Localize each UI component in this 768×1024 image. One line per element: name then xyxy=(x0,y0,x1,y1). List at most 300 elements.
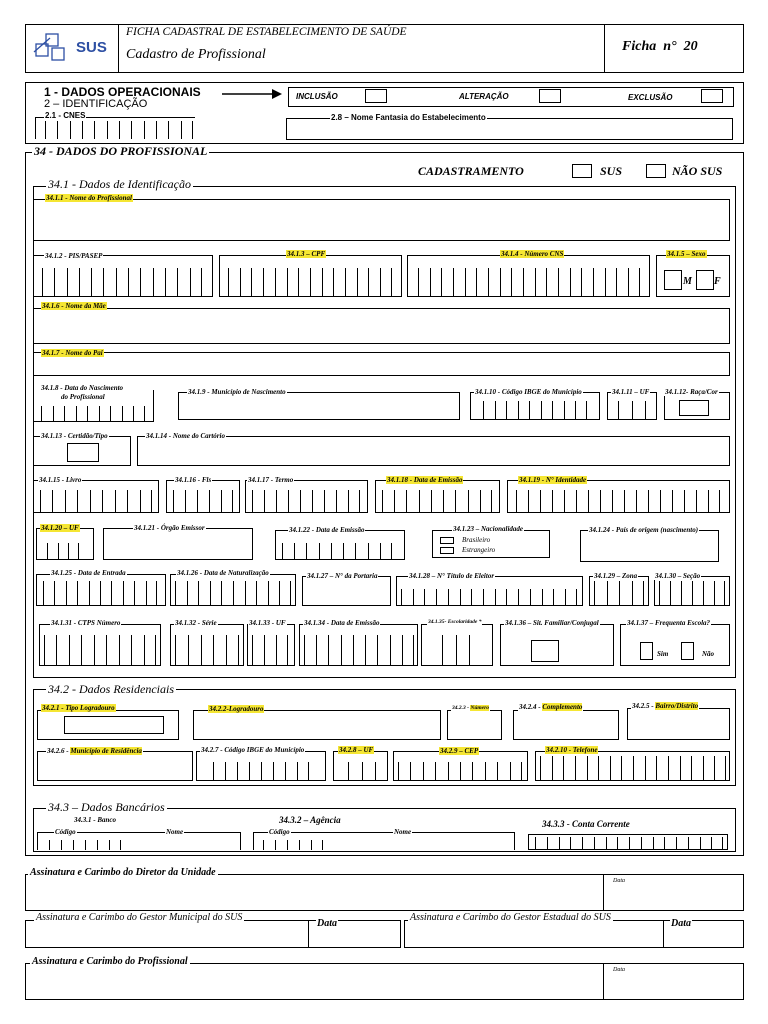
digit-cell xyxy=(570,837,582,849)
municipio-nascimento-label: 34.1.9 - Município de Nascimento xyxy=(188,388,286,396)
sexo-label: 34.1.5 – Sexo xyxy=(667,250,706,258)
digit-cell xyxy=(58,543,69,559)
digit-cell xyxy=(541,401,553,419)
digit-cell xyxy=(540,756,552,780)
digit-cell xyxy=(53,406,65,422)
digit-cell xyxy=(275,268,287,296)
digit-cell xyxy=(109,840,121,850)
digit-cell xyxy=(276,490,288,512)
digit-cell xyxy=(61,840,73,850)
digit-cell xyxy=(598,756,610,780)
digit-cell xyxy=(442,635,456,665)
digit-cell xyxy=(153,268,165,296)
assinatura-gestor-municipal-label: Assinatura e Carimbo do Gestor Municipal do SUS xyxy=(36,912,243,923)
digit-cell xyxy=(249,762,261,780)
digit-cell xyxy=(333,268,345,296)
brasileiro-label xyxy=(461,536,491,544)
digit-cell xyxy=(681,581,692,605)
logradouro-field[interactable] xyxy=(193,710,441,740)
numero-portaria-label: 34.1.27 – N° da Portaria xyxy=(307,572,378,580)
digit-cell xyxy=(353,635,365,665)
estrangeiro-label xyxy=(461,546,496,554)
digit-cell xyxy=(69,635,81,665)
digit-cell xyxy=(703,581,714,605)
numero-label xyxy=(451,704,490,712)
digit-cell xyxy=(64,406,76,422)
digit-cell xyxy=(528,490,540,512)
data-emissao-34-field[interactable] xyxy=(299,624,418,666)
nacionalidade-label: 34.1.23 – Nacionalidade xyxy=(453,525,523,533)
digit-cell xyxy=(299,840,311,850)
digit-cell xyxy=(472,762,484,780)
digit-cell xyxy=(298,268,310,296)
digit-cell xyxy=(497,762,509,780)
digit-cell xyxy=(94,635,106,665)
data-emissao-18-label: 34.1.18 - Data de Emissão xyxy=(387,476,463,484)
bairro-field[interactable] xyxy=(627,708,730,740)
digit-cell xyxy=(448,589,460,605)
uf-ctps-label: 34.1.33 - UF xyxy=(249,619,286,627)
sim-checkbox[interactable] xyxy=(640,642,653,660)
digit-cell xyxy=(264,490,276,512)
assinatura-gestor-estadual-box[interactable] xyxy=(404,920,744,948)
digit-cell xyxy=(456,635,470,665)
digit-cell xyxy=(225,762,237,780)
data-naturalizacao-field[interactable] xyxy=(170,574,296,606)
digit-cell xyxy=(288,490,300,512)
banco-nome-label: Nome xyxy=(166,828,184,836)
cpf-field[interactable] xyxy=(219,255,402,297)
digit-cell xyxy=(52,490,64,512)
agencia-nome-label: Nome xyxy=(394,828,412,836)
uf-identidade-label: 34.1.20 – UF xyxy=(41,524,79,532)
digit-cell xyxy=(228,268,240,296)
situacao-familiar-input[interactable] xyxy=(531,640,559,662)
fls-label: 34.1.16 - Fls xyxy=(175,476,212,484)
uf-residencia-label: 34.2.8 – UF xyxy=(339,746,374,754)
data-nascimento-label-2: do Profissional xyxy=(61,393,105,401)
form-subtitle: Cadastro de Profissional xyxy=(126,47,266,62)
digit-cell xyxy=(632,581,645,605)
digit-cell xyxy=(237,762,249,780)
digit-cell xyxy=(310,268,322,296)
cnes-label: 2.1 - CNES xyxy=(45,111,86,120)
raca-cor-label: 34.1.12- Raça/Cor xyxy=(665,388,718,396)
digit-cell xyxy=(357,268,369,296)
digit-cell xyxy=(664,837,676,849)
orgao-emissor-label: 34.1.21 - Órgão Emissor xyxy=(134,524,205,532)
digit-cell xyxy=(565,589,577,605)
digit-cell xyxy=(57,121,69,139)
serie-field[interactable] xyxy=(170,624,244,666)
digit-cell xyxy=(564,490,576,512)
digit-cell xyxy=(636,490,648,512)
digit-cell xyxy=(76,406,88,422)
digit-cell xyxy=(540,490,552,512)
digit-cell xyxy=(714,756,726,780)
digit-cell xyxy=(684,490,696,512)
municipio-residencia-text: Município de Residência xyxy=(70,747,142,755)
digit-cell xyxy=(67,268,79,296)
digit-cell xyxy=(668,756,680,780)
raca-cor-input[interactable] xyxy=(679,400,709,416)
conta-corrente-field[interactable] xyxy=(528,834,728,850)
assinatura-profissional-label: Assinatura e Carimbo do Profissional xyxy=(32,956,188,967)
uf-identidade-field[interactable] xyxy=(36,528,94,560)
digit-cell xyxy=(197,490,209,512)
digit-cell xyxy=(134,581,145,605)
zona-label: 34.1.29 – Zona xyxy=(594,572,638,580)
digit-cell xyxy=(263,268,275,296)
digit-cell xyxy=(628,268,640,296)
orgao-emissor-field[interactable] xyxy=(103,528,253,560)
gestor-estadual-divider xyxy=(663,920,664,948)
digit-cell xyxy=(500,268,512,296)
digit-cell xyxy=(648,490,660,512)
digit-cell xyxy=(465,268,477,296)
digit-cell xyxy=(73,840,85,850)
digit-cell xyxy=(311,840,323,850)
digit-cell xyxy=(245,581,257,605)
numero-portaria-field[interactable] xyxy=(302,576,391,606)
digit-cell xyxy=(535,268,547,296)
digit-cell xyxy=(322,268,334,296)
digit-cell xyxy=(594,837,606,849)
digit-cell xyxy=(468,490,480,512)
digit-cell xyxy=(418,268,430,296)
digit-cell xyxy=(401,589,413,605)
digit-cell xyxy=(700,837,712,849)
assinatura-diretor-box[interactable] xyxy=(25,874,744,911)
digit-cell xyxy=(144,121,156,139)
secao-label: 34.1.30 – Seção xyxy=(655,572,701,580)
data-nascimento-label-1: 34.1.8 - Data do Nascimento xyxy=(41,384,124,392)
digit-cell xyxy=(123,581,134,605)
bairro-label xyxy=(631,702,699,710)
complemento-label-prefix: 34.2.4 - xyxy=(519,703,541,711)
digit-cell xyxy=(365,635,377,665)
digit-cell xyxy=(672,490,684,512)
digit-cell xyxy=(563,756,575,780)
digit-cell xyxy=(436,589,448,605)
digit-cell xyxy=(581,268,593,296)
pais-origem-field[interactable] xyxy=(580,530,719,562)
digit-cell xyxy=(610,756,622,780)
digit-cell xyxy=(476,268,488,296)
digit-cell xyxy=(213,635,226,665)
digit-cell xyxy=(575,756,587,780)
digit-cell xyxy=(276,635,288,665)
cadastramento-label: CADASTRAMENTO xyxy=(418,164,524,178)
alteracao-checkbox[interactable] xyxy=(539,89,561,103)
telefone-field[interactable] xyxy=(535,751,730,781)
banco-codigo-label: Código xyxy=(55,828,76,836)
gestor-municipal-data: Data xyxy=(317,918,337,929)
exclusao-checkbox[interactable] xyxy=(701,89,723,103)
digit-cell xyxy=(368,543,380,559)
municipio-nascimento-field[interactable] xyxy=(178,392,460,420)
assinatura-profissional-box[interactable] xyxy=(25,963,744,1000)
digit-cell xyxy=(221,581,233,605)
ibge-municipio-field[interactable] xyxy=(470,392,600,420)
digit-cell xyxy=(226,635,239,665)
estrangeiro-checkbox[interactable] xyxy=(440,547,454,554)
digit-cell xyxy=(616,268,628,296)
digit-cell xyxy=(348,490,360,512)
assinatura-profissional-divider xyxy=(603,963,604,1000)
nao-sus-checkbox[interactable] xyxy=(646,164,666,178)
digit-cell xyxy=(377,635,389,665)
digit-cell xyxy=(263,840,275,850)
assinatura-gestor-municipal-box[interactable] xyxy=(25,920,401,948)
uf-ctps-field[interactable] xyxy=(247,624,295,666)
brasileiro-checkbox[interactable] xyxy=(440,537,454,544)
digit-cell xyxy=(618,401,632,419)
digit-cell xyxy=(380,268,392,296)
digit-cell xyxy=(542,589,554,605)
digit-cell xyxy=(511,268,523,296)
digit-cell xyxy=(402,635,414,665)
digit-cell xyxy=(510,762,522,780)
assinatura-diretor-data: Data xyxy=(613,878,625,884)
digit-cell xyxy=(297,762,309,780)
numero-identidade-field[interactable] xyxy=(507,480,730,513)
digit-cell xyxy=(708,490,720,512)
digit-cell xyxy=(564,401,576,419)
assinatura-diretor-label: Assinatura e Carimbo do Diretor da Unidade xyxy=(30,867,216,878)
digit-cell xyxy=(516,490,528,512)
digit-cell xyxy=(77,490,89,512)
nome-fantasia-label: 2.8 – Nome Fantasia do Estabelecimento xyxy=(331,113,486,122)
municipio-residencia-field[interactable] xyxy=(37,751,193,781)
livro-field[interactable] xyxy=(33,480,159,513)
digit-cell xyxy=(606,837,618,849)
digit-cell xyxy=(282,543,294,559)
data-naturalizacao-label: 34.1.26 - Data de Naturalização xyxy=(177,569,269,577)
gestor-estadual-data: Data xyxy=(671,918,691,929)
sus-logo xyxy=(32,30,112,66)
titulo-eleitor-field[interactable] xyxy=(396,576,583,606)
data-emissao-22-field[interactable] xyxy=(275,530,405,560)
termo-label: 34.1.17 - Termo xyxy=(248,476,294,484)
digit-cell xyxy=(645,756,657,780)
identificacao-title: 34.1 - Dados de Identificação xyxy=(48,177,191,191)
digit-cell xyxy=(261,762,273,780)
digit-cell xyxy=(617,837,629,849)
digit-cell xyxy=(691,756,703,780)
complemento-field[interactable] xyxy=(513,710,619,740)
digit-cell xyxy=(688,837,700,849)
residenciais-title: 34.2 - Dados Residenciais xyxy=(48,682,174,696)
sexo-f-checkbox[interactable] xyxy=(696,270,714,290)
digit-cell xyxy=(287,840,299,850)
bairro-label-prefix: 34.2.5 - xyxy=(632,702,654,710)
digit-cell xyxy=(410,762,422,780)
digit-cell xyxy=(343,543,355,559)
digit-cell xyxy=(140,490,152,512)
digit-cell xyxy=(362,762,376,780)
digit-cell xyxy=(188,635,201,665)
numero-label-prefix: 34.2.3 - xyxy=(452,705,469,711)
digit-cell xyxy=(676,837,688,849)
digit-cell xyxy=(435,762,447,780)
digit-cell xyxy=(294,543,306,559)
assinatura-diretor-divider xyxy=(603,874,604,911)
digit-cell xyxy=(485,762,497,780)
zona-field[interactable] xyxy=(589,576,649,606)
digit-cell xyxy=(460,589,472,605)
digit-cell xyxy=(190,268,202,296)
cep-field[interactable] xyxy=(393,751,528,781)
inclusao-label: INCLUSÃO xyxy=(296,92,338,101)
cns-field[interactable] xyxy=(407,255,650,297)
operacionais-line1: 1 - DADOS OPERACIONAIS xyxy=(44,85,201,99)
digit-cell xyxy=(483,589,495,605)
digit-cell xyxy=(273,762,285,780)
digit-cell xyxy=(553,589,565,605)
fls-field[interactable] xyxy=(166,480,240,513)
digit-cell xyxy=(488,268,500,296)
livro-label: 34.1.15 - Livro xyxy=(39,476,82,484)
digit-cell xyxy=(133,406,145,422)
digit-cell xyxy=(268,581,280,605)
digit-cell xyxy=(587,756,599,780)
digit-cell xyxy=(632,401,646,419)
numero-field[interactable] xyxy=(447,710,502,740)
nome-mae-field[interactable] xyxy=(33,308,730,344)
estrangeiro-text: Estrangeiro xyxy=(462,546,496,554)
digit-cell xyxy=(453,268,465,296)
exclusao-label: EXCLUSÃO xyxy=(628,93,673,102)
ctps-numero-label: 34.1.31 - CTPS Número xyxy=(51,619,121,627)
digit-cell xyxy=(480,490,492,512)
digit-cell xyxy=(529,401,541,419)
nao-checkbox[interactable] xyxy=(681,642,694,660)
numero-label-text: Número xyxy=(470,705,489,711)
ibge-residencia-field[interactable] xyxy=(196,751,326,781)
digit-cell xyxy=(692,581,703,605)
digit-cell xyxy=(380,543,392,559)
digit-cell xyxy=(279,581,291,605)
tipo-logradouro-input[interactable] xyxy=(64,716,164,734)
frequenta-escola-field xyxy=(620,624,730,666)
digit-cell xyxy=(621,756,633,780)
digit-cell xyxy=(156,121,168,139)
numero-identidade-label: 34.1.19 - N° Identidade xyxy=(519,476,587,484)
data-emissao-34-label: 34.1.34 - Data de Emissão xyxy=(304,619,380,627)
nome-pai-field[interactable] xyxy=(33,352,730,376)
digit-cell xyxy=(94,121,106,139)
digit-cell xyxy=(696,490,708,512)
digit-cell xyxy=(54,268,66,296)
certidao-tipo-input[interactable] xyxy=(67,443,99,462)
escolaridade-field[interactable] xyxy=(421,624,493,666)
agencia-field[interactable] xyxy=(253,830,515,850)
digit-cell xyxy=(221,490,233,512)
digit-cell xyxy=(518,589,530,605)
serie-label: 34.1.32 - Série xyxy=(175,619,217,627)
complemento-label xyxy=(518,703,583,711)
digit-cell xyxy=(443,490,455,512)
digit-cell xyxy=(605,268,617,296)
digit-cell xyxy=(41,406,53,422)
digit-cell xyxy=(711,837,723,849)
digit-cell xyxy=(328,635,340,665)
digit-cell xyxy=(575,401,587,419)
digit-cell xyxy=(413,589,425,605)
digit-cell xyxy=(252,635,264,665)
header-divider-left xyxy=(118,24,119,73)
digit-cell xyxy=(210,581,222,605)
digit-cell xyxy=(209,490,221,512)
uf-residencia-field[interactable] xyxy=(333,751,388,781)
digit-cell xyxy=(558,268,570,296)
ibge-residencia-label: 34.2.7 - Código IBGE do Município xyxy=(201,746,305,754)
profissional-title: 34 - DADOS DO PROFISSIONAL xyxy=(34,144,208,158)
digit-cell xyxy=(45,121,57,139)
alteracao-label: ALTERAÇÃO xyxy=(459,92,509,101)
digit-cell xyxy=(198,581,210,605)
digit-cell xyxy=(559,837,571,849)
digit-cell xyxy=(40,490,52,512)
operacionais-line2: 2 – IDENTIFICAÇÃO xyxy=(44,98,148,110)
nome-profissional-field[interactable] xyxy=(33,199,730,241)
brasileiro-text: Brasileiro xyxy=(462,536,491,544)
termo-field[interactable] xyxy=(245,480,368,513)
bairro-label-text: Bairro/Distrito xyxy=(655,702,699,710)
digit-cell xyxy=(552,401,564,419)
sexo-m-checkbox[interactable] xyxy=(664,270,682,290)
telefone-label: 34.2.10 - Telefone xyxy=(546,746,598,754)
digit-cell xyxy=(89,581,100,605)
digit-cell xyxy=(345,268,357,296)
digit-cell xyxy=(607,581,620,605)
ctps-numero-field[interactable] xyxy=(39,624,161,666)
digit-cell xyxy=(552,756,564,780)
digit-cell xyxy=(127,490,139,512)
digit-cell xyxy=(506,401,518,419)
secao-field[interactable] xyxy=(654,576,730,606)
digit-cell xyxy=(612,490,624,512)
digit-cell xyxy=(87,406,99,422)
digit-cell xyxy=(177,268,189,296)
nome-profissional-label: 34.1.1 - Nome do Profissional xyxy=(46,194,132,202)
digit-cell xyxy=(82,121,94,139)
digit-cell xyxy=(316,635,328,665)
data-emissao-18-field[interactable] xyxy=(375,480,500,513)
inclusao-checkbox[interactable] xyxy=(365,89,387,103)
digit-cell xyxy=(624,490,636,512)
digit-cell xyxy=(100,581,111,605)
nome-cartorio-field[interactable] xyxy=(137,436,730,466)
banco-label: 34.3.1 - Banco xyxy=(74,816,116,824)
digit-cell xyxy=(518,401,530,419)
sus-checkbox[interactable] xyxy=(572,164,592,178)
uf-nascimento-field[interactable] xyxy=(607,392,657,420)
ficha-number: Ficha n° 20 xyxy=(622,39,698,54)
digit-cell xyxy=(115,490,127,512)
digit-cell xyxy=(85,840,97,850)
gestor-municipal-divider xyxy=(308,920,309,948)
digit-cell xyxy=(368,268,380,296)
frequenta-escola-label: 34.1.37 – Frequenta Escola? xyxy=(627,619,711,627)
digit-cell xyxy=(256,581,268,605)
digit-cell xyxy=(656,756,668,780)
digit-cell xyxy=(390,635,402,665)
digit-cell xyxy=(382,490,394,512)
pis-pasep-field[interactable] xyxy=(33,255,213,297)
data-entrada-field[interactable] xyxy=(36,574,166,606)
